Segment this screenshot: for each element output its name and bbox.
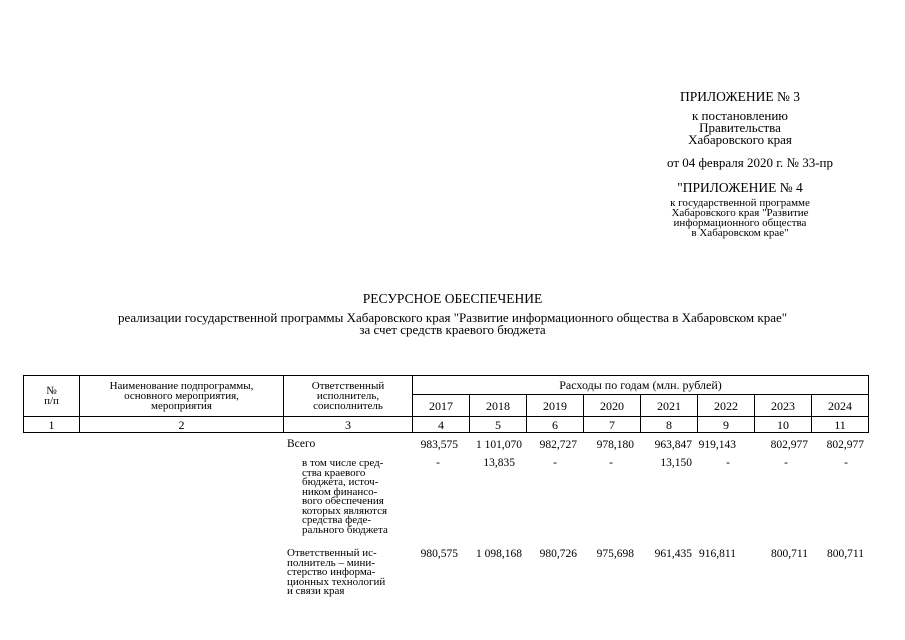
header-name-line: мероприятия	[151, 400, 212, 412]
subtitle-line: за счет средств краевого бюджета	[359, 322, 546, 337]
row-total-value: 982,727	[539, 439, 577, 451]
header-num	[24, 376, 80, 417]
colnum-5: 5	[470, 417, 527, 433]
program-line: информационного общества	[673, 217, 807, 229]
label-line: которых являются	[302, 504, 388, 517]
row-executor-value: 980,575	[420, 548, 458, 560]
row-federal-value: 13,150	[660, 457, 692, 469]
row-executor-value: 800,711	[771, 548, 808, 560]
row-total-value: 978,180	[596, 439, 634, 451]
row-federal-value: -	[784, 457, 788, 469]
row-federal-value: -	[726, 457, 730, 469]
document-subtitle	[0, 312, 905, 336]
header-name-line: Наименование подпрограммы,	[109, 380, 254, 392]
colnum-11: 11	[812, 417, 869, 433]
resolution-line: Правительства	[699, 120, 781, 135]
appendix-4-heading: "ПРИЛОЖЕНИЕ № 4	[677, 180, 803, 195]
row-federal-label	[302, 459, 412, 535]
colnum-3: 3	[284, 417, 413, 433]
row-executor-value: 975,698	[596, 548, 634, 560]
label-line: и связи края	[287, 585, 345, 597]
row-federal-value: -	[609, 457, 613, 469]
subtitle-line: реализации государственной программы Хабаровского края "Развитие информационного общества в Хабаровском крае"	[117, 310, 788, 325]
row-executor-label	[287, 549, 402, 597]
row-federal-value: 13,835	[483, 457, 515, 469]
header-expenses: Расходы по годам (млн. рублей)	[413, 376, 869, 395]
resolution-line: к постановлению	[691, 108, 789, 123]
colnum-7: 7	[584, 417, 641, 433]
program-line: Хабаровского края "Развитие	[671, 207, 809, 219]
year-2019: 2019	[527, 395, 584, 417]
label-line: ства краевого	[302, 466, 366, 479]
row-federal-value: -	[844, 457, 848, 469]
row-total-value: 983,575	[420, 439, 458, 451]
label-line: ционных технологий	[287, 575, 386, 588]
row-total-value: 963,847	[654, 439, 692, 451]
resolution-date-number: от 04 февраля 2020 г. № 33-пр	[667, 155, 833, 170]
label-line: стерство информа-	[287, 566, 376, 578]
row-total-label: Всего	[287, 438, 316, 450]
row-total-value: 802,977	[770, 439, 808, 451]
label-line: ником финансо-	[302, 485, 378, 498]
row-executor-value: 1 098,168	[476, 548, 522, 560]
colnum-4: 4	[413, 417, 470, 433]
colnum-10: 10	[755, 417, 812, 433]
header-name-line: основного мероприятия,	[124, 390, 239, 402]
colnum-8: 8	[641, 417, 698, 433]
label-line: средства феде-	[302, 514, 372, 526]
year-2021: 2021	[641, 395, 698, 417]
row-federal-value: -	[436, 457, 440, 469]
header-num-line: п/п	[44, 395, 59, 407]
label-line: рального бюджета	[302, 523, 388, 536]
label-line: вого обеспечения	[302, 495, 384, 507]
row-executor-value: 916,811	[699, 548, 736, 560]
year-2024: 2024	[812, 395, 869, 417]
year-2022: 2022	[698, 395, 755, 417]
row-executor-value: 980,726	[539, 548, 577, 560]
label-line: в том числе сред-	[302, 457, 384, 469]
label-line: бюджета, источ-	[302, 476, 379, 488]
year-2023: 2023	[755, 395, 812, 417]
colnum-1: 1	[24, 417, 80, 433]
header-num-line: №	[46, 385, 57, 397]
label-line: Ответственный ис-	[287, 547, 377, 559]
year-2020: 2020	[584, 395, 641, 417]
row-federal-value: -	[553, 457, 557, 469]
resolution-line: Хабаровского края	[688, 132, 792, 147]
header-executor-line: исполнитель,	[316, 390, 380, 402]
header-executor	[284, 376, 413, 417]
header-executor-line: соисполнитель	[313, 400, 383, 412]
document-title: РЕСУРСНОЕ ОБЕСПЕЧЕНИЕ	[362, 291, 543, 306]
row-executor-value: 961,435	[654, 548, 692, 560]
year-2018: 2018	[470, 395, 527, 417]
label-line: полнитель – мини-	[287, 556, 375, 569]
program-line: к государственной программе	[670, 197, 810, 209]
colnum-6: 6	[527, 417, 584, 433]
program-reference	[640, 198, 840, 238]
row-executor-value: 800,711	[827, 548, 864, 560]
colnum-2: 2	[80, 417, 284, 433]
header-name	[80, 376, 284, 417]
row-total-value: 919,143	[698, 439, 736, 451]
year-2017: 2017	[413, 395, 470, 417]
program-line: в Хабаровском крае"	[691, 227, 789, 239]
resource-table-header	[23, 375, 869, 433]
header-executor-line: Ответственный	[311, 380, 385, 392]
resolution-reference	[640, 110, 840, 146]
row-total-value: 1 101,070	[476, 439, 522, 451]
appendix-3-heading: ПРИЛОЖЕНИЕ № 3	[679, 89, 801, 104]
colnum-9: 9	[698, 417, 755, 433]
row-total-value: 802,977	[826, 439, 864, 451]
